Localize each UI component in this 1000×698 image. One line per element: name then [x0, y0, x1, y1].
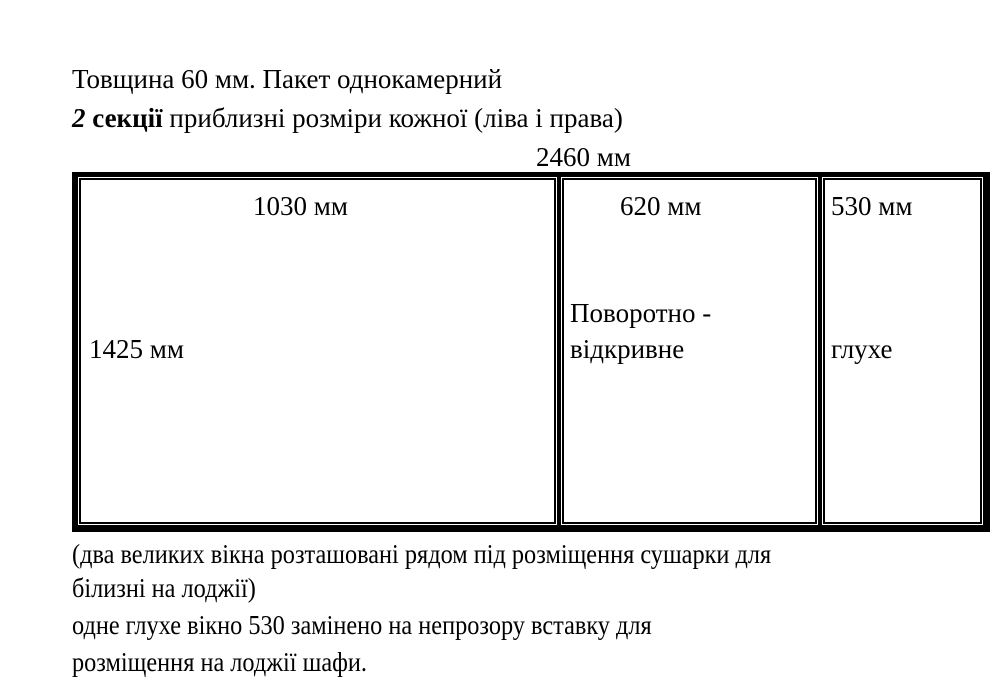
note-line-4-text: розміщення на лоджії шафи.	[72, 647, 367, 677]
sections-count: 2	[72, 103, 86, 133]
note-line-3	[72, 609, 716, 641]
window-diagram	[72, 172, 990, 532]
sections-description: приблизні розміри кожної (ліва і права)	[162, 103, 623, 133]
note-line-2-text: білизні на лоджії)	[72, 573, 256, 603]
section-right-width: 530 мм	[831, 191, 913, 221]
section-middle-width: 620 мм	[620, 191, 702, 221]
total-width-value: 2460 мм	[536, 142, 631, 172]
note-line-1	[72, 538, 849, 570]
thickness-heading	[72, 63, 502, 95]
window-section-left	[79, 178, 556, 524]
window-section-right	[823, 178, 982, 524]
section-left-width: 1030 мм	[253, 191, 348, 221]
note-line-4	[72, 646, 400, 678]
section-right-type: глухе	[831, 334, 893, 364]
note-line-2	[72, 572, 276, 604]
sections-word: секції	[85, 103, 163, 133]
note-line-3-text: одне глухе вікно 530 замінено на непрозору вставку для	[72, 610, 652, 640]
section-left-height: 1425 мм	[89, 334, 184, 364]
total-width-label	[536, 141, 631, 173]
sections-heading	[72, 102, 623, 134]
note-line-1-text: (два великих вікна розташовані рядом під розміщення сушарки для	[72, 539, 772, 569]
section-middle-type-line2: відкривне	[570, 334, 685, 364]
section-middle-type-line1: Поворотно -	[570, 298, 712, 328]
window-section-middle	[562, 178, 817, 524]
thickness-text: Товщина 60 мм. Пакет однокамерний	[72, 64, 503, 94]
